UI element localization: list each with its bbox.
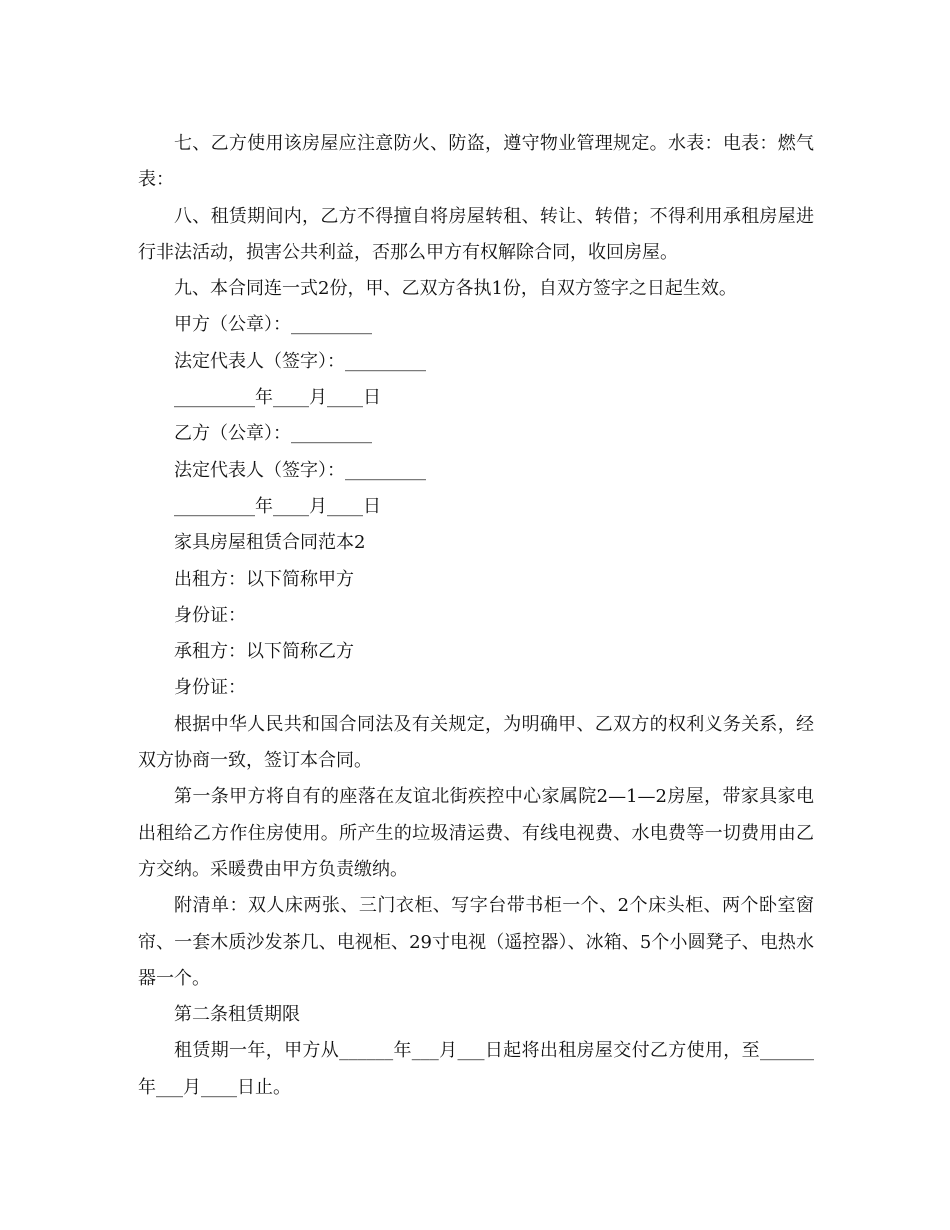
party-b-seal-line: 乙方（公章）：_________ xyxy=(174,423,372,445)
lessor-id-line: 身份证： xyxy=(174,604,246,626)
party-b-date-line: _________年____月____日 xyxy=(174,495,381,517)
party-a-seal-line: 甲方（公章）：_________ xyxy=(174,314,372,336)
party-a-representative-line: 法定代表人（签字）：_________ xyxy=(174,350,426,372)
clause-9-copies: 九、本合同连一式2份，甲、乙双方各执1份，自双方签字之日起生效。 xyxy=(174,278,737,300)
party-a-date-line: _________年____月____日 xyxy=(174,387,381,409)
article-1-paragraph: 第一条甲方将自有的座落在友谊北街疾控中心家属院2—1—2房屋，带家具家电出租给乙方作住房使用。所产生的垃圾清运费、有线电视费、水电费等一切费用由乙方交纳。采暖费由甲方负责缴纳。 xyxy=(138,786,814,880)
clause-7-fire-safety: 七、乙方使用该房屋应注意防火、防盗，遵守物业管理规定。水表：电表：燃气表： xyxy=(138,133,814,191)
lease-term-paragraph: 租赁期一年，甲方从______年___月___日起将出租房屋交付乙方使用，至______年___月____日止。 xyxy=(138,1040,814,1098)
lessee-id-line: 身份证： xyxy=(174,677,246,699)
furniture-list-paragraph: 附清单：双人床两张、三门衣柜、写字台带书柜一个、2个床头柜、两个卧室窗帘、一套木质沙发茶几、电视柜、29寸电视（遥控器）、冰箱、5个小圆凳子、电热水器一个。 xyxy=(138,895,814,989)
party-b-representative-line: 法定代表人（签字）：_________ xyxy=(174,459,426,481)
sample-2-title: 家具房屋租赁合同范本2 xyxy=(174,532,366,554)
document-body xyxy=(138,126,814,1106)
preamble-paragraph: 根据中华人民共和国合同法及有关规定，为明确甲、乙双方的权利义务关系，经双方协商一致，签订本合同。 xyxy=(138,713,814,772)
article-2-heading: 第二条租赁期限 xyxy=(174,1004,300,1026)
lessee-line: 承租方：以下简称乙方 xyxy=(174,641,354,663)
clause-8-no-sublet: 八、租赁期间内，乙方不得擅自将房屋转租、转让、转借；不得利用承租房屋进行非法活动，损害公共利益，否那么甲方有权解除合同，收回房屋。 xyxy=(138,205,814,263)
lessor-line: 出租方：以下简称甲方 xyxy=(174,568,354,590)
